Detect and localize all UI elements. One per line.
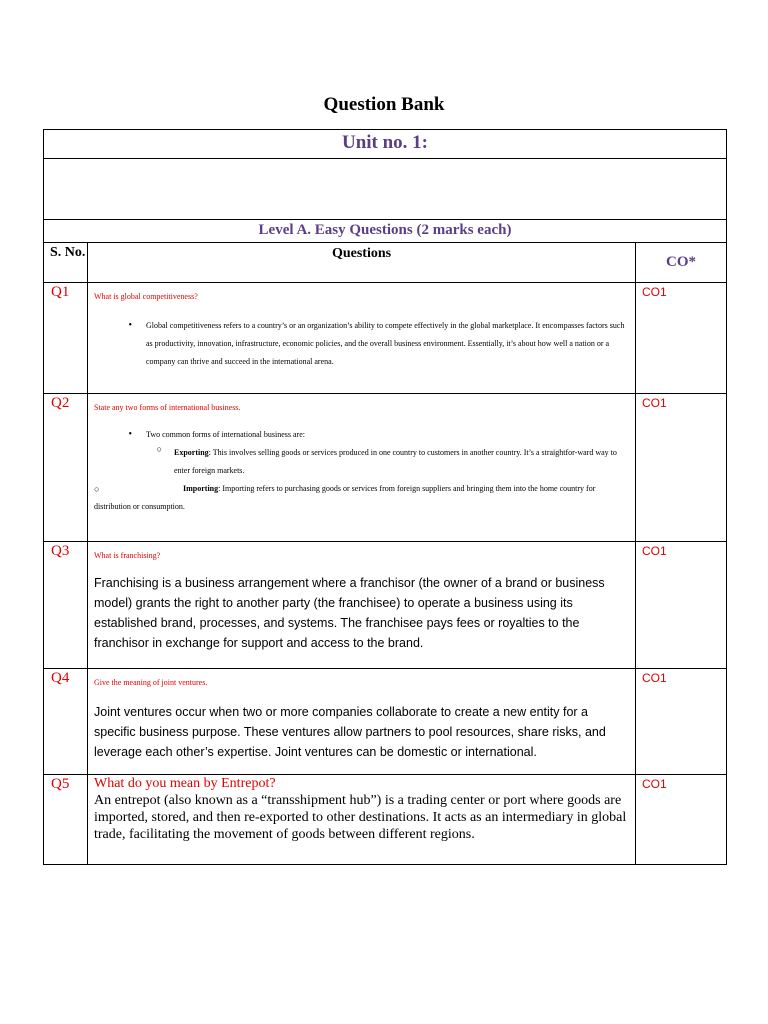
header-questions: Questions <box>88 243 636 283</box>
answer-intro: Two common forms of international business are: <box>146 430 305 439</box>
importing-text: : Importing refers to purchasing goods or services from foreign suppliers and bringing them into the home country for distribution or consumption. <box>94 484 596 511</box>
unit-heading-cell <box>44 130 727 159</box>
answer-text: An entrepot (also known as a “transshipment hub”) is a trading center or port where goods are imported, stored, and then re-exported to other destinations. It acts as an intermediary in global trade, facilitating the movement of goods between different regions. <box>94 793 627 842</box>
unit-heading: Unit no. 1: <box>341 132 429 153</box>
level-heading-cell <box>44 220 727 243</box>
question-text: What do you mean by Entrepot? <box>94 776 276 791</box>
question-body <box>88 542 636 669</box>
co-value: CO1 <box>636 542 727 669</box>
answer-text: Global competitiveness refers to a country’s or an organization’s ability to compete effectively in the global marketplace. It encompasses factors such as productivity, innovation, infrastructure, economic policies, and the overall business environment. Essentially, it’s about how well a nation or a company can thrive and succeed in the international arena. <box>146 321 625 366</box>
question-number: Q4 <box>44 669 88 775</box>
level-heading: Level A. Easy Questions (2 marks each) <box>258 222 512 238</box>
co-value: CO1 <box>636 283 727 394</box>
question-number: Q3 <box>44 542 88 669</box>
question-number: Q1 <box>44 283 88 394</box>
answer-text: Joint ventures occur when two or more companies collaborate to create a new entity for a specific business purpose. These ventures allow partners to pool resources, share risks, and leverage each other’s expertise. Joint ventures can be domestic or international. <box>94 705 606 759</box>
header-sno: S. No. <box>44 243 88 283</box>
co-value: CO1 <box>636 775 727 865</box>
importing-label: Importing <box>183 484 219 493</box>
question-body <box>88 669 636 775</box>
bullet-icon: • <box>128 429 132 440</box>
question-text: State any two forms of international business. <box>94 403 241 412</box>
exporting-label: Exporting <box>174 448 209 457</box>
level-row <box>44 220 727 243</box>
blank-cell <box>44 159 727 220</box>
sub-bullet-icon: ○ <box>94 484 100 494</box>
page-title: Question Bank <box>323 94 445 115</box>
question-row-q1 <box>44 283 727 394</box>
answer-bullet <box>94 426 629 444</box>
sub-bullet-icon: ○ <box>156 444 162 454</box>
question-text: Give the meaning of joint ventures. <box>94 678 208 687</box>
question-row-q3 <box>44 542 727 669</box>
question-number: Q2 <box>44 394 88 542</box>
answer-bullet <box>94 317 629 371</box>
bullet-icon: • <box>128 320 132 331</box>
unit-row <box>44 130 727 159</box>
question-text: What is global competitiveness? <box>94 292 198 301</box>
co-value: CO1 <box>636 669 727 775</box>
exporting-item <box>94 444 629 480</box>
question-table <box>43 129 727 865</box>
header-co: CO* <box>636 243 727 283</box>
question-row-q5 <box>44 775 727 865</box>
question-text: What is franchising? <box>94 551 161 560</box>
importing-item <box>94 480 629 516</box>
question-body <box>88 394 636 542</box>
question-body <box>88 283 636 394</box>
question-row-q4 <box>44 669 727 775</box>
question-number: Q5 <box>44 775 88 865</box>
question-body <box>88 775 636 865</box>
answer-text: Franchising is a business arrangement where a franchisor (the owner of a brand or business model) grants the right to another party (the franchisee) to operate a business using its established brand, processes, and systems. The franchisee pays fees or royalties to the franchisor in exchange for support and access to the brand. <box>94 576 605 650</box>
blank-row <box>44 159 727 220</box>
co-value: CO1 <box>636 394 727 542</box>
question-row-q2 <box>44 394 727 542</box>
header-row <box>44 243 727 283</box>
exporting-text: : This involves selling goods or services produced in one country to customers in another country. It’s a straightfor-ward way to enter foreign markets. <box>174 448 617 475</box>
